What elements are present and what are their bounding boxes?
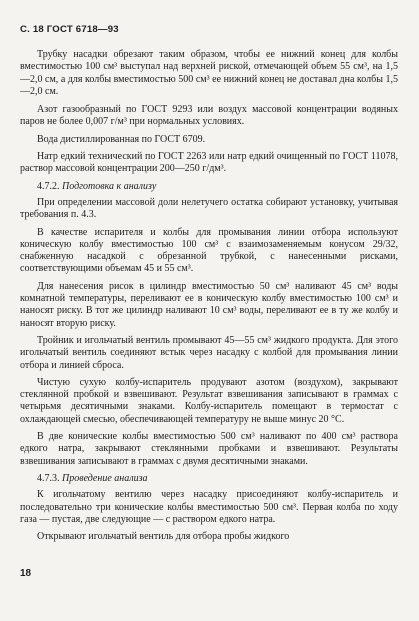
section-title: Проведение анализа [62,472,148,484]
paragraph: Вода дистиллированная по ГОСТ 6709. [37,133,206,145]
section-heading [20,181,398,193]
paragraph: В две конические колбы вместимостью 500 см³ наливают по 400 см³ раствора едкого натра, закрывают стеклянными пробками и взвешивают. Результаты взвешивания записывают в граммах с двумя десятичными знаками. [20,431,398,467]
paragraph: В качестве испарителя и колбы для промывания линии отбора используют коническую колбу вместимостью 100 см³ с взаимозаменяемым конусом 29/32, снабженную насадкой с обрезанной трубкой, с нанесенными рисками, соответствующими объемам 45 и 55 см³. [20,226,398,275]
paragraph: Трубку насадки обрезают таким образом, чтобы ее нижний конец для колбы вместимостью 100 см³ выступал над верхней риской, отмечающей объем 55 см³, на 1,5—2,0 см, а для колбы вместимостью 500 см³ ее нижний конец не доставал дна колбы 1,5—2,0 см. [20,49,398,97]
paragraph: Открывают игольчатый вентиль для отбора пробы жидкого [37,531,290,543]
paragraph: Тройник и игольчатый вентиль промывают 45—55 см³ жидкого продукта. Для этого игольчатый вентиль соединяют встык через насадку с колбой для промывания линии отбора и линией сброса. [20,334,398,371]
paragraph: Для нанесения рисок в цилиндр вместимостью 50 см³ наливают 45 см³ воды комнатной температуры, переливают ее в коническую колбу вместимостью 100 см³ и наносят риску. В тот же цилиндр наливают 10 см³ воды, переливают ее в ту же колбу и наносят вторую риску. [20,280,398,329]
page-number: 18 [20,568,32,579]
body-text [20,49,398,548]
paragraph: Натр едкий технический по ГОСТ 2263 или натр едкий очищенный по ГОСТ 11078, раствор массовой концентрации 200—250 г/дм³. [20,151,398,175]
section-title: Подготовка к анализу [62,180,157,192]
page-header: С. 18 ГОСТ 6718—93 [20,24,119,35]
section-number: 4.7.2. [37,180,60,192]
section-heading [20,473,398,485]
paragraph: Чистую сухую колбу-испаритель продувают азотом (воздухом), закрывают стеклянной пробкой и взвешивают. Результат взвешивания записывают в граммах с четырьмя десятичными знаками. Колбу-испаритель помещают в термостат с охлаждающей смесью, обеспечивающей температуру не выше минус 20 °С. [20,376,398,425]
paragraph: Азот газообразный по ГОСТ 9293 или воздух массовой концентрации водяных паров не более 0,007 г/м³ при нормальных условиях. [20,104,398,128]
paragraph: К игольчатому вентилю через насадку присоединяют колбу-испаритель и последовательно три конические колбы вместимостью 500 см³. Первая колба по ходу газа — пустая, две следующие — с раствором едкого натра. [20,489,398,525]
paragraph: При определении массовой доли нелетучего остатка собирают установку, учитывая требования п. 4.3. [20,196,398,221]
section-number: 4.7.3. [37,472,60,484]
